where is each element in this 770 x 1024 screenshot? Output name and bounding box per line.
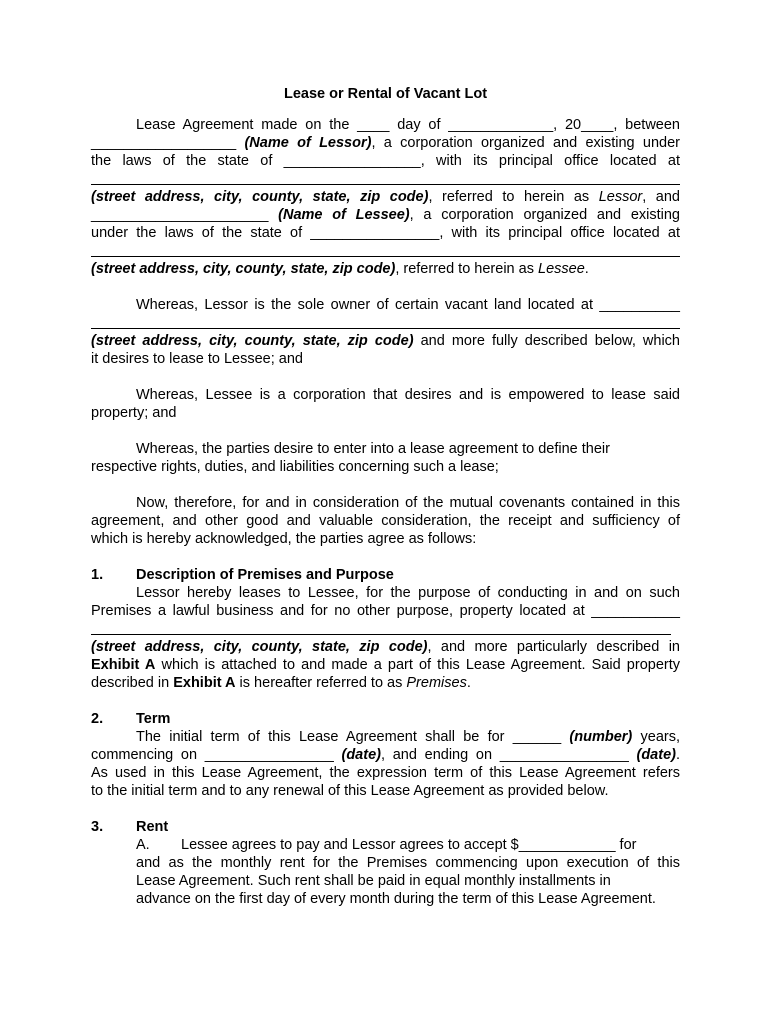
s1-line4: [91, 656, 680, 674]
s2-line3: As used in this Lease Agreement, the expression term of this Lease Agreement refers: [91, 765, 680, 781]
text: years,: [632, 729, 680, 745]
text: and more fully described below, which: [413, 333, 680, 349]
p1-line2-rest: , a corporation organized and existing under: [371, 135, 681, 151]
spacer: [91, 278, 680, 296]
text: .: [675, 747, 680, 763]
text: , a corporation organized and existing: [409, 207, 680, 223]
address-blank-line: [91, 620, 671, 635]
section-number: 1.: [91, 567, 104, 583]
section-title: Description of Premises and Purpose: [136, 567, 394, 583]
address-label: (street address, city, county, state, zip code): [91, 639, 428, 655]
s1-line3: [91, 638, 680, 656]
exhibit-a-ref: Exhibit A: [173, 675, 236, 691]
address-blank-line: [91, 242, 680, 257]
p6-line1: Whereas, the parties desire to enter into a lease agreement to define their: [136, 441, 610, 457]
s2-line1: [91, 728, 680, 746]
lessor-term: Lessor: [598, 189, 643, 205]
exhibit-a-ref: Exhibit A: [91, 657, 156, 673]
s3-a-line1: [91, 836, 680, 854]
section-title: Term: [136, 711, 171, 727]
section-3-heading: [91, 818, 680, 836]
spacer: [91, 368, 680, 386]
p1-line3: the laws of the state of _________________, with its principal office located at: [91, 153, 680, 169]
section-1-heading: [91, 566, 680, 584]
p5-line2: property; and: [91, 405, 177, 421]
lessee-name-label: (Name of Lessee): [278, 207, 410, 223]
text: described in: [91, 675, 174, 691]
s3-a-line4: advance on the first day of every month during the term of this Lease Agreement.: [136, 891, 656, 907]
address-label: (street address, city, county, state, zip code): [91, 333, 414, 349]
section-number: 3.: [91, 819, 104, 835]
subsection-label: A.: [136, 837, 150, 853]
text: , and more particularly described in: [427, 639, 680, 655]
lessor-name-label: (Name of Lessor): [244, 135, 372, 151]
s2-line4: to the initial term and to any renewal of this Lease Agreement as provided below.: [91, 783, 609, 799]
p2-line2: [91, 206, 680, 224]
p4-line3: it desires to lease to Lessee; and: [91, 351, 303, 367]
text: , referred to herein as: [428, 189, 599, 205]
p5-line1: Whereas, Lessee is a corporation that desires and is empowered to lease said: [136, 387, 680, 403]
s1-line1: Lessor hereby leases to Lessee, for the purpose of conducting in and on such: [136, 585, 680, 601]
section-2-heading: [91, 710, 680, 728]
text: .: [584, 261, 589, 277]
p7-line1: Now, therefore, for and in consideration of the mutual covenants contained in this: [136, 495, 680, 511]
s1-line2: Premises a lawful business and for no other purpose, property located at ___________: [91, 603, 680, 619]
p2-line1: [91, 188, 680, 206]
p7-line3: which is hereby acknowledged, the parties agree as follows:: [91, 531, 477, 547]
s1-line5: [91, 674, 680, 692]
date-label: (date): [636, 747, 676, 763]
lessee-term: Lessee: [538, 261, 585, 277]
address-label: (street address, city, county, state, zip code): [91, 189, 429, 205]
p2-line3: under the laws of the state of ________________, with its principal office located at: [91, 225, 680, 241]
spacer: [91, 548, 680, 566]
p6-line2: respective rights, duties, and liabilities concerning such a lease;: [91, 459, 499, 475]
section-number: 2.: [91, 711, 104, 727]
document-title: Lease or Rental of Vacant Lot: [283, 86, 488, 102]
text: Lessee agrees to pay and Lessor agrees to accept $____________ for: [181, 837, 637, 853]
spacer: [91, 800, 680, 818]
p1-line1: Lease Agreement made on the ____ day of _____________, 20____, between: [136, 117, 680, 133]
address-label: (street address, city, county, state, zip code): [91, 261, 396, 277]
s2-line2: [91, 746, 680, 764]
text: The initial term of this Lease Agreement shall be for ______: [136, 729, 570, 745]
section-title: Rent: [136, 819, 169, 835]
spacer: [91, 476, 680, 494]
p1-line2: [91, 134, 680, 152]
p4-line1: Whereas, Lessor is the sole owner of certain vacant land located at __________: [136, 297, 680, 313]
address-blank-line: [91, 314, 680, 329]
text: , referred to herein as: [395, 261, 538, 277]
p4-line2: [91, 332, 680, 350]
blank-text: __________________: [91, 135, 245, 151]
text: which is attached to and made a part of this Lease Agreement. Said property: [155, 657, 680, 673]
premises-term: Premises: [406, 675, 467, 691]
s3-a-line2: and as the monthly rent for the Premises commencing upon execution of this: [136, 855, 680, 871]
text: .: [466, 675, 471, 691]
s3-a-line3: Lease Agreement. Such rent shall be paid in equal monthly installments in: [136, 873, 611, 889]
number-label: (number): [569, 729, 633, 745]
date-label: (date): [341, 747, 381, 763]
address-blank-line: [91, 170, 680, 185]
spacer: [91, 422, 680, 440]
spacer: [91, 692, 680, 710]
text: commencing on ________________: [91, 747, 342, 763]
p7-line2: agreement, and other good and valuable consideration, the receipt and sufficiency of: [91, 513, 680, 529]
text: , and ending on ________________: [380, 747, 637, 763]
document-page: [91, 86, 680, 908]
text: is hereafter referred to as: [235, 675, 407, 691]
blank-text: ______________________: [91, 207, 279, 223]
p3-line1: [91, 260, 680, 278]
text: , and: [642, 189, 680, 205]
